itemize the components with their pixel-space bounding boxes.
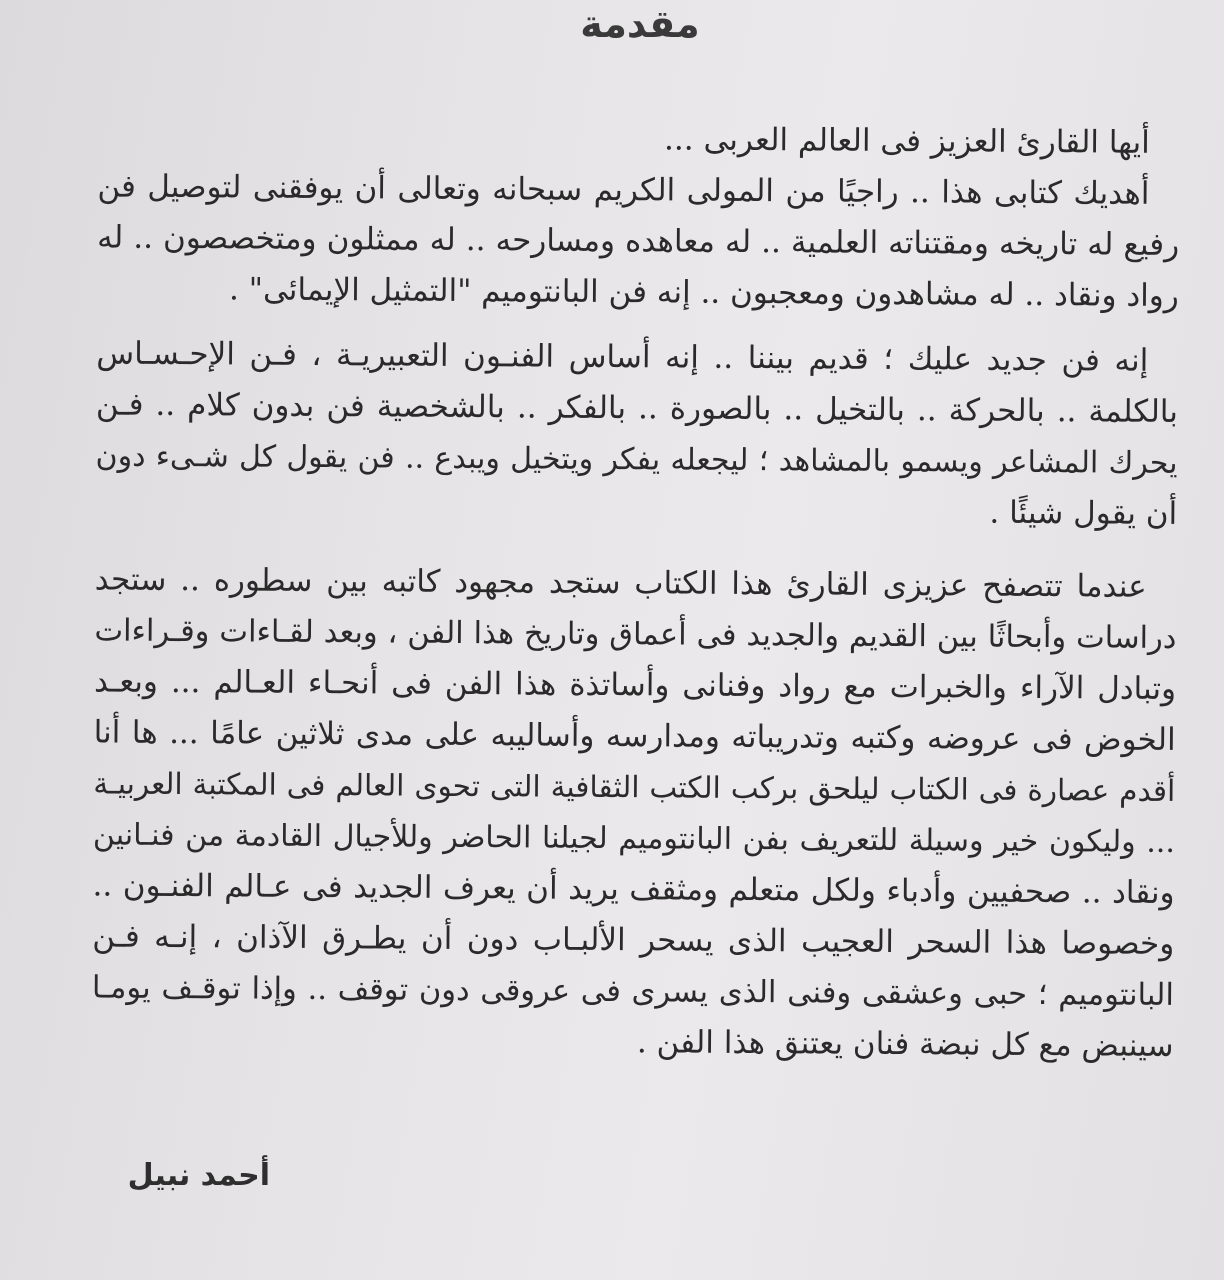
text-line: وتبادل الآراء والخبرات مع رواد وفنانى وأساتذة هذا الفن فى أنحـاء العـالم ... وبعـد — [93, 663, 1177, 707]
text-line: ونقاد .. صحفيين وأدباء ولكل متعلم ومثقف يريد أن يعرف الجديد فى عـالم الفنـون .. — [92, 867, 1175, 911]
greeting-line: أيها القارئ العزيز فى العالم العربى ... — [663, 121, 1150, 161]
paragraph-1 — [97, 161, 1180, 322]
author-signature: أحمد نبيل — [127, 1158, 270, 1193]
paragraph-2 — [95, 328, 1178, 540]
paragraph-3 — [91, 554, 1177, 1072]
text-line: بالكلمة .. بالحركة .. بالتخيل .. بالصورة .. بالفكر .. بالشخصية فن بدون كلام .. فـن — [95, 386, 1179, 430]
text-line: رواد ونقاد .. له مشاهدون ومعجبون .. إنه فن البانتوميم "التمثيل الإيمائى" . — [228, 271, 1179, 314]
text-line: سينبض مع كل نبضة فنان يعتنق هذا الفن . — [636, 1024, 1174, 1064]
text-line: ... وليكون خير وسيلة للتعريف بفن البانتوميم لجيلنا الحاضر وللأجيال القادمة من فنـانين — [92, 817, 1176, 860]
text-line: وخصوصا هذا السحر العجيب الذى يسحر الألبـاب دون أن يطـرق الآذان ، إنـه فـن — [92, 918, 1175, 962]
page-title: مقدمة — [580, 2, 700, 46]
text-line: الخوض فى عروضه وكتبه وتدريباته ومدارسه وأساليبه على مدى ثلاثين عامًا ... ها أنا — [93, 714, 1176, 758]
text-line: إنه فن جديد عليك ؛ قديم بيننا .. إنه أساس الفنـون التعبيريـة ، فـن الإحـسـاس — [96, 335, 1149, 379]
text-line: أقدم عصارة فى الكتاب ليلحق بركب الكتب الثقافية التى تحوى العالم فى المكتبة العربيـة — [93, 766, 1176, 808]
introduction-text — [91, 110, 1180, 1072]
text-line: أهديك كتابى هذا .. راجيًا من المولى الكريم سبحانه وتعالى أن يوفقنى لتوصيل فن — [97, 168, 1150, 212]
text-line: يحرك المشاعر ويسمو بالمشاهد ؛ ليجعله يفكر ويتخيل ويبدع .. فن يقول كل شـىء دون — [95, 438, 1178, 481]
text-line: رفيع له تاريخه ومقتناته العلمية .. له معاهده ومسارحه .. له ممثلون ومتخصصون .. له — [97, 219, 1180, 263]
text-line: أن يقول شيئًا . — [989, 494, 1178, 532]
text-line: دراسات وأبحاثًا بين القديم والجديد فى أعماق وتاريخ هذا الفن ، وبعد لقـاءات وقـراءات — [94, 613, 1177, 656]
text-line: عندما تتصفح عزيزى القارئ هذا الكتاب ستجد مجهود كاتبه بين سطوره .. ستجد — [94, 561, 1147, 605]
text-line: البانتوميم ؛ حبى وعشقى وفنى الذى يسرى فى عروقى دون توقف .. وإذا توقـف يومـا — [91, 970, 1174, 1013]
